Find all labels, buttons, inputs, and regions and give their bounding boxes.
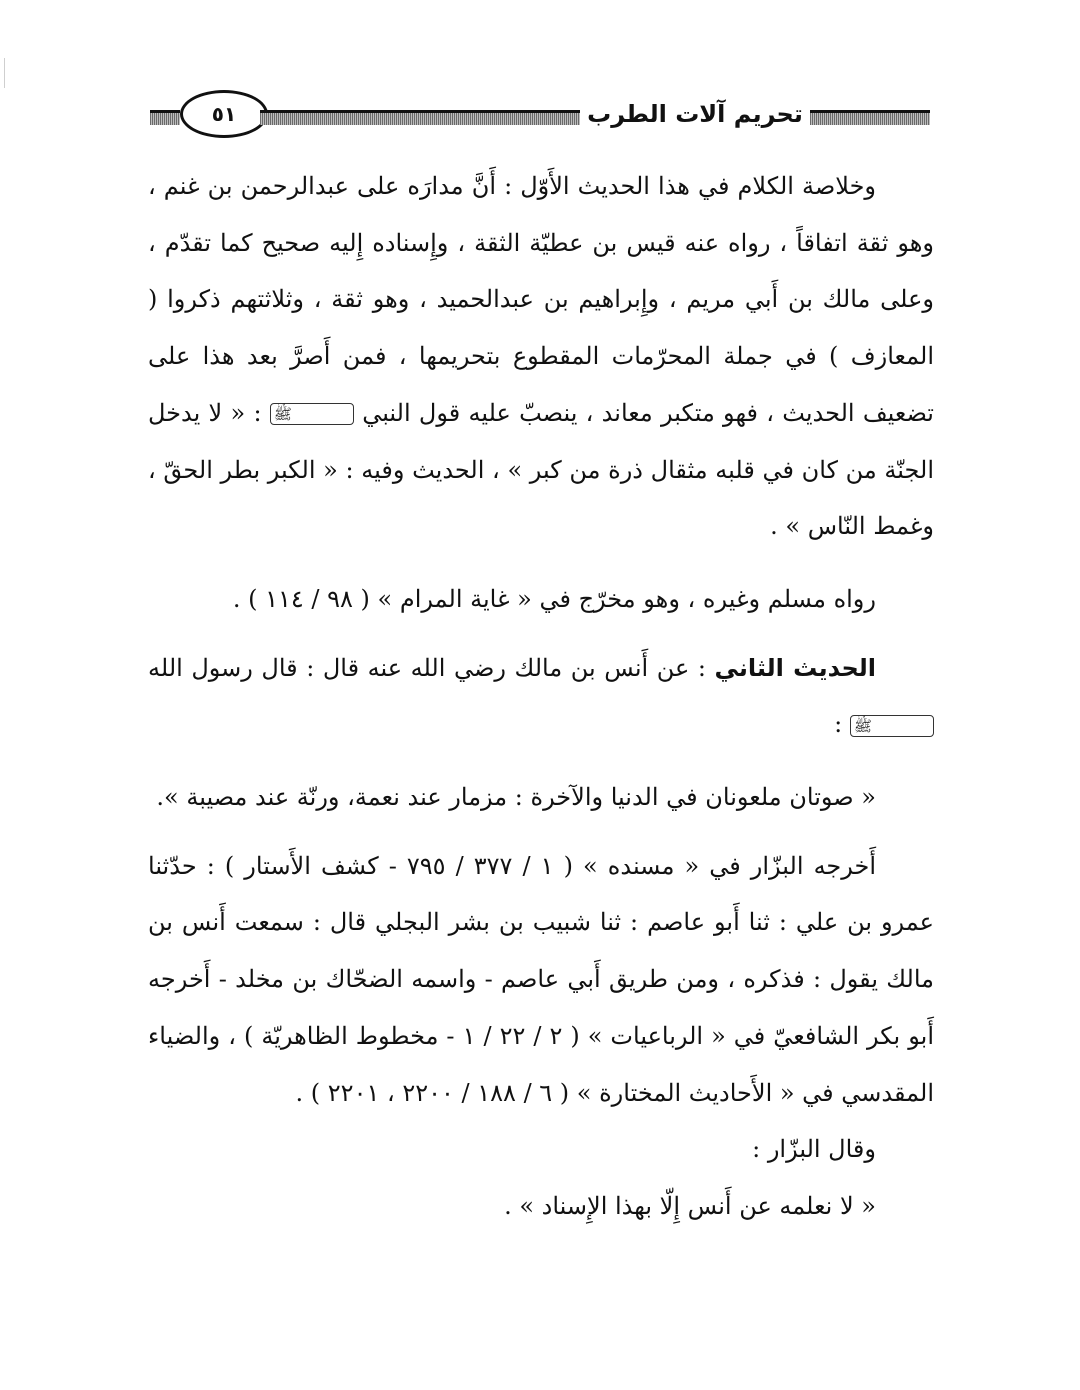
header-rule-right <box>810 110 930 125</box>
scan-edge-mark <box>4 58 5 88</box>
paragraph-text: أَخرجه البزّار في « مسنده » ( ١ / ٣٧٧ / ٧٩٥ - كشف الأَستار ) : حدّثنا عمرو بن علي : ثنا أَبو عاصم : ثنا شبيب بن بشر البجلي قال : سمعت أَنس بن مالك يقول : فذكره ، ومن طريق أَبي عاصم - واسمه الضحّاك بن مخلد - أَخرجه أَبو بكر الشافعيّ في « الرباعيات » ( ٢ / ٢٢ / ١ - مخطوط الظاهريّة ) ، والضياء المقدسي في « الأَحاديث المختارة » ( ٦ / ١٨٨ / ٢٢٠٠ ، ٢٢٠١ ) . <box>148 851 934 1107</box>
paragraph-text: « صوتان ملعونان في الدنيا والآخرة : مزمار عند نعمة، ورنّة عند مصيبة ». <box>156 783 876 812</box>
paragraph-text: وقال البزّار : <box>752 1135 876 1164</box>
paragraph-takhrij-2 <box>148 838 934 1122</box>
hadith-heading: الحديث الثاني <box>714 653 876 682</box>
paragraph-text: : عن أَنس بن مالك رضي الله عنه قال : قال رسول الله <box>148 653 706 682</box>
paragraph-text: « لا نعلمه عن أَنس إِلّا بهذا الإِسناد » . <box>504 1191 876 1220</box>
paragraph-hadith-two <box>148 640 934 753</box>
paragraph-bazzar-quote <box>148 1178 934 1235</box>
paragraph-summary <box>148 158 934 555</box>
paragraph-text: رواه مسلم وغيره ، وهو مخرّج في « غاية المرام » ( ٩٨ / ١١٤ ) . <box>232 584 876 613</box>
running-title: تحريم آلات الطرب <box>587 100 803 128</box>
header-rule-middle <box>260 110 580 125</box>
paragraph-text: وخلاصة الكلام في هذا الحديث الأَوّل : أَنَّ مدارَه على عبدالرحمن بن غنم ، وهو ثقة اتفاقاً ، رواه عنه قيس بن عطيّة الثقة ، وإِسناده إِليه صحيح كما تقدّم ، وعلى مالك بن أَبي مريم ، وإِبراهيم بن عبدالحميد ، وهو ثقة ، وثلاثتهم ذكروا ( المعازف ) في جملة المحرّمات المقطوع بتحريمها ، فمن أَصرَّ بعد هذا على تضعيف الحديث ، فهو متكبر معاند ، ينصبّ عليه قول النبي <box>148 172 934 427</box>
page-body <box>148 158 934 1235</box>
pbuh-ligature-icon: ﷺ <box>270 403 354 425</box>
paragraph-hadith-text <box>148 769 934 826</box>
header-rule-left <box>150 110 180 125</box>
page-number-badge <box>180 90 268 138</box>
page-header <box>150 88 930 140</box>
paragraph-text: : <box>834 710 843 739</box>
pbuh-ligature-icon: ﷺ <box>850 715 934 737</box>
paragraph-takhrij-1 <box>148 571 934 628</box>
paragraph-bazzar-said <box>148 1121 934 1178</box>
paragraph-text: : « لا يدخل الجنّة من كان في قلبه مثقال ذرة من كبر » ، الحديث وفيه : « الكبر بطر الحقّ ، وغمط النّاس » . <box>148 398 934 541</box>
page-number: ٥١ <box>211 102 237 126</box>
